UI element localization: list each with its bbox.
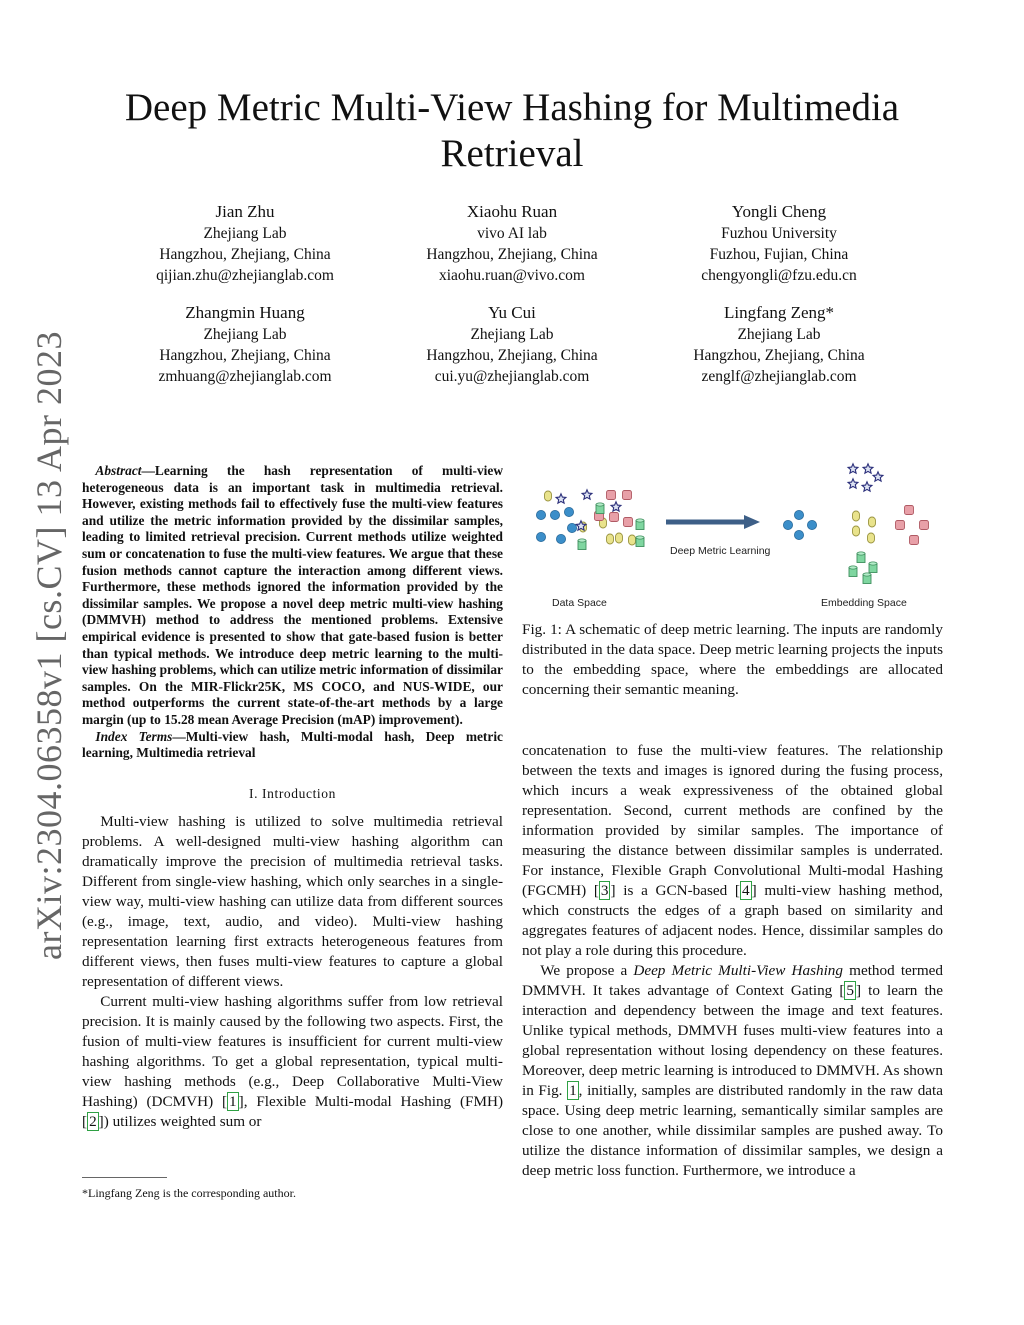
star-sample xyxy=(611,502,621,511)
capsule-sample xyxy=(868,533,875,543)
author-name: Xiaohu Ruan xyxy=(466,202,558,221)
cylinder-top xyxy=(636,536,644,539)
embedding-space-samples xyxy=(783,464,928,584)
author-location: Hangzhou, Zhejiang, China xyxy=(159,347,331,364)
capsule-sample xyxy=(629,535,636,545)
author-location: Hangzhou, Zhejiang, China xyxy=(426,246,598,263)
paragraph: Multi-view hashing is utilized to solve multimedia retrieval problems. A well-designed multi-view hashing algorithm can dramatically improve the precision of multimedia retrieval tasks. Different from single-view hashing, which only searches in a single-view way, multi-view hashing can utilize data from different sources (e.g., image, text, audio, and video). Multi-view hashing representation learning first extracts heterogeneous features from different views, then fuses multi-view features to capture a global representation of different views. xyxy=(82,812,503,990)
circle-sample xyxy=(783,520,792,529)
cylinder-top xyxy=(857,552,865,555)
author-row-1 xyxy=(112,201,912,286)
abstract-label: Abstract xyxy=(95,463,142,478)
capsule-sample xyxy=(853,511,860,521)
star-sample xyxy=(873,472,883,481)
cylinder-top xyxy=(869,562,877,565)
square-sample xyxy=(624,518,633,527)
author-location: Fuzhou, Fujian, China xyxy=(709,246,849,263)
cylinder-top xyxy=(596,503,604,506)
author-email: qijian.zhu@zhejianglab.com xyxy=(156,267,334,284)
square-sample xyxy=(623,491,632,500)
square-sample xyxy=(607,491,616,500)
method-name: Deep Metric Multi-View Hashing xyxy=(633,962,843,979)
index-terms-text: —Multi-view hash, Multi-modal hash, Deep metric learning, Multimedia retrieval xyxy=(82,728,504,761)
author-block xyxy=(112,201,912,403)
star-sample xyxy=(556,494,566,503)
text-run: concatenation to fuse the multi-view features. The relationship between the texts and images is ignored during the fusing process, which incurs a weak expressiveness of the obtained global representation. Second, current methods are confined by the information provided by similar samples. The importance of measuring the distance between dissimilar samples is underrated. For instance, Flexible Graph Convolutional Multi-modal Hashing (FGCMH) [ xyxy=(522,742,943,899)
embedding-space-label: Embedding Space xyxy=(821,597,907,609)
square-sample xyxy=(920,521,929,530)
paragraph xyxy=(522,961,943,1181)
text-run: We propose a xyxy=(540,962,634,979)
author-card xyxy=(112,302,378,387)
author-card xyxy=(646,201,912,286)
citation-link[interactable]: 5 xyxy=(846,982,854,999)
author-name: Jian Zhu xyxy=(215,202,275,221)
author-card xyxy=(379,302,645,387)
figure-deep-metric-learning xyxy=(522,455,943,615)
arxiv-sidebar-stamp: arXiv:2304.06358v1 [cs.CV] 13 Apr 2023 xyxy=(29,331,69,960)
capsule-sample xyxy=(607,534,614,544)
data-space-label: Data Space xyxy=(552,597,607,609)
author-email: zenglf@zhejianglab.com xyxy=(701,368,857,385)
circle-sample xyxy=(567,523,576,532)
author-email: zmhuang@zhejianglab.com xyxy=(158,368,332,385)
citation-link[interactable]: 1 xyxy=(229,1092,237,1110)
circle-sample xyxy=(550,510,559,519)
circle-sample xyxy=(794,510,803,519)
text-run: ], Flexible Multi-modal Hashing (FMH) [ xyxy=(82,1092,504,1130)
circle-sample xyxy=(794,530,803,539)
text-run: , initially, samples are distributed randomly in the raw data space. Using deep metric learning, semantically similar samples are close to one another, while dissimilar samples are pushed away. To utilize the distance information of dissimilar samples, we design a deep metric loss function. Furthermore, we introduce a xyxy=(522,1082,943,1179)
paper-title: Deep Metric Multi-View Hashing for Multimedia Retrieval xyxy=(124,86,900,175)
author-card xyxy=(379,201,645,286)
circle-sample xyxy=(556,534,565,543)
capsule-sample xyxy=(616,533,623,543)
circle-sample xyxy=(536,532,545,541)
author-name: Yongli Cheng xyxy=(731,202,827,221)
paragraph xyxy=(82,992,503,1132)
abstract xyxy=(82,463,503,762)
figure-ref-link[interactable]: 1 xyxy=(569,1082,577,1099)
author-location: Hangzhou, Zhejiang, China xyxy=(159,246,331,263)
author-card xyxy=(112,201,378,286)
author-email: xiaohu.ruan@vivo.com xyxy=(439,267,585,284)
author-name: Yu Cui xyxy=(488,303,536,322)
author-email: chengyongli@fzu.edu.cn xyxy=(701,267,857,284)
author-location: Hangzhou, Zhejiang, China xyxy=(426,347,598,364)
text-run: ] to learn the interaction and dependency between the image and text features. Unlike typical methods, DMMVH fuses multi-view features into a global representation without losing dependency on these features. Moreover, deep metric learning is introduced to DMMVH. As shown in Fig. xyxy=(522,982,943,1099)
citation-link[interactable]: 2 xyxy=(89,1112,97,1130)
square-sample xyxy=(610,513,619,522)
citation-link[interactable]: 4 xyxy=(741,882,750,899)
circle-sample xyxy=(807,520,816,529)
author-card xyxy=(646,302,912,387)
star-sample xyxy=(582,490,592,499)
cylinder-top xyxy=(636,519,644,522)
section-heading-introduction: I. Introduction xyxy=(249,785,336,801)
star-sample xyxy=(862,482,872,491)
intro-text xyxy=(82,812,503,1132)
capsule-sample xyxy=(545,491,552,501)
paragraph xyxy=(522,741,943,961)
citation-link[interactable]: 3 xyxy=(600,882,609,899)
footnote: *Lingfang Zeng is the corresponding author. xyxy=(82,1186,296,1200)
capsule-sample xyxy=(853,526,860,536)
cylinder-top xyxy=(849,566,857,569)
text-run: ] is a GCN-based [ xyxy=(610,882,740,899)
author-name: Zhangmin Huang xyxy=(185,303,305,322)
circle-sample xyxy=(564,507,573,516)
arrow-label: Deep Metric Learning xyxy=(670,545,771,557)
author-org: Fuzhou University xyxy=(721,225,837,242)
figure-caption: Fig. 1: A schematic of deep metric learning. The inputs are randomly distributed in the data space. Deep metric learning projects the inputs to the embedding space, where the embeddings are allocated concerning their semantic meaning. xyxy=(522,621,943,698)
square-sample xyxy=(896,521,905,530)
cylinder-top xyxy=(863,573,871,576)
data-space-samples xyxy=(536,490,644,550)
star-sample xyxy=(848,464,858,473)
cylinder-top xyxy=(578,539,586,542)
star-sample xyxy=(848,479,858,488)
square-sample xyxy=(905,506,914,515)
text-run: ] multi-view hashing method, which constructs the edges of a graph based on similarity and aggregates features of adjacent nodes. Hence, dissimilar samples do not play a role during this procedure. xyxy=(522,882,943,959)
index-terms-label: Index Terms xyxy=(95,728,173,744)
figure-svg xyxy=(522,455,943,615)
author-location: Hangzhou, Zhejiang, China xyxy=(693,347,865,364)
author-org: Zhejiang Lab xyxy=(470,326,554,343)
figure-caption-block xyxy=(522,620,943,700)
author-org: Zhejiang Lab xyxy=(737,326,821,343)
text-run: Current multi-view hashing algorithms suffer from low retrieval precision. It is mainly caused by the following two aspects. First, the fusion of multi-view features is insufficient for current multi-view hashing algorithms. To get a global representation, typical multi-view hashing methods (e.g., Deep Collaborative Multi-View Hashing) (DCMVH) [ xyxy=(82,992,503,1110)
footnote-rule xyxy=(82,1177,167,1178)
circle-sample xyxy=(536,510,545,519)
capsule-sample xyxy=(869,517,876,527)
square-sample xyxy=(910,536,919,545)
author-name: Lingfang Zeng* xyxy=(724,303,834,322)
author-row-2 xyxy=(112,302,912,387)
text-run: ]) utilizes weighted sum or xyxy=(98,1112,262,1130)
author-org: vivo AI lab xyxy=(477,225,547,242)
text-run: method termed DMMVH. It takes advantage of Context Gating [ xyxy=(522,962,944,999)
author-org: Zhejiang Lab xyxy=(203,225,287,242)
abstract-text: —Learning the hash representation of multi-view heterogeneous data is an important task in multimedia retrieval. However, existing methods fail to effectively fuse the multi-view features and utilize the metric information provided by the dissimilar samples, leading to limited retrieval precision. Current methods utilize weighted sum or concatenation to fuse the multi-view features. We argue that these fusion methods cannot capture the interaction among different views. Furthermore, these methods ignored the information provided by the dissimilar samples. We propose a novel deep metric multi-view hashing (DMMVH) method to address the mentioned problems. Extensive empirical evidence is presented to show that gate-based fusion is better than typical methods. We introduce deep metric learning to the multi-view hashing problems, which can utilize metric information of dissimilar samples. On the MIR-Flickr25K, MS COCO, and NUS-WIDE, our method outperforms the current state-of-the-art methods by a large margin (up to 15.28 mean Average Precision (mAP) improvement). xyxy=(82,463,503,727)
star-sample xyxy=(863,464,873,473)
right-column-text xyxy=(522,741,943,1181)
author-email: cui.yu@zhejianglab.com xyxy=(434,368,590,385)
left-column xyxy=(82,463,503,1132)
arrow-head xyxy=(744,515,760,529)
author-org: Zhejiang Lab xyxy=(203,326,287,343)
